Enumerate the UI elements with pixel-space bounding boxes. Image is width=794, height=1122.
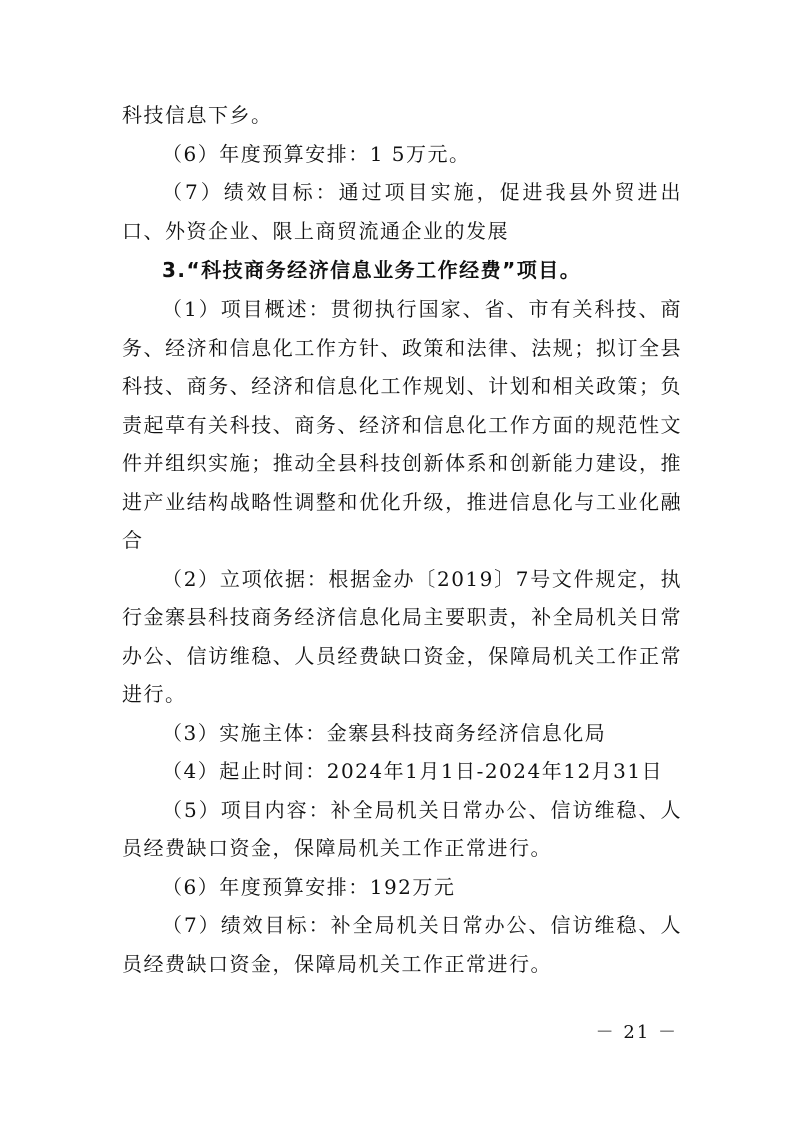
page-number: － 21 － [595,1022,678,1043]
paragraph-continuation: 科技信息下乡。 [122,103,273,127]
paragraph-basis: （2）立项依据：根据金办〔2019〕7号文件规定，执行金寨县科技商务经济信息化局主要职责，补全局机关日常办公、信访维稳、人员经费缺口资金，保障局机关工作正常进行。 [122,566,682,706]
paragraph-goal-3: （7）绩效目标：补全局机关日常办公、信访维稳、人员经费缺口资金，保障局机关工作正常进行。 [122,913,682,976]
paragraph-implementer: （3）实施主体：金寨县科技商务经济信息化局 [162,720,607,745]
document-body [122,96,682,983]
section-heading-3: 3.“科技商务经济信息业务工作经费”项目。 [162,258,582,282]
paragraph-goal-2: （7）绩效目标：通过项目实施，促进我县外贸进出口、外资企业、限上商贸流通企业的发展 [122,180,682,243]
paragraph-budget-3: （6）年度预算安排：192万元 [162,874,456,899]
paragraph-overview: （1）项目概述：贯彻执行国家、省、市有关科技、商务、经济和信息化工作方针、政策和法律、法规；拟订全县科技、商务、经济和信息化工作规划、计划和相关政策；负责起草有关科技、商务、经济和信息化工作方面的规范性文件并组织实施；推动全县科技创新体系和创新能力建设，推进产业结构战略性调整和优化升级，推进信息化与工业化融合 [122,297,682,552]
paragraph-budget-2: （6）年度预算安排：1 5万元。 [162,141,471,166]
paragraph-period: （4）起止时间：2024年1月1日-2024年12月31日 [162,759,664,783]
paragraph-content: （5）项目内容：补全局机关日常办公、信访维稳、人员经费缺口资金，保障局机关工作正常进行。 [122,797,682,860]
